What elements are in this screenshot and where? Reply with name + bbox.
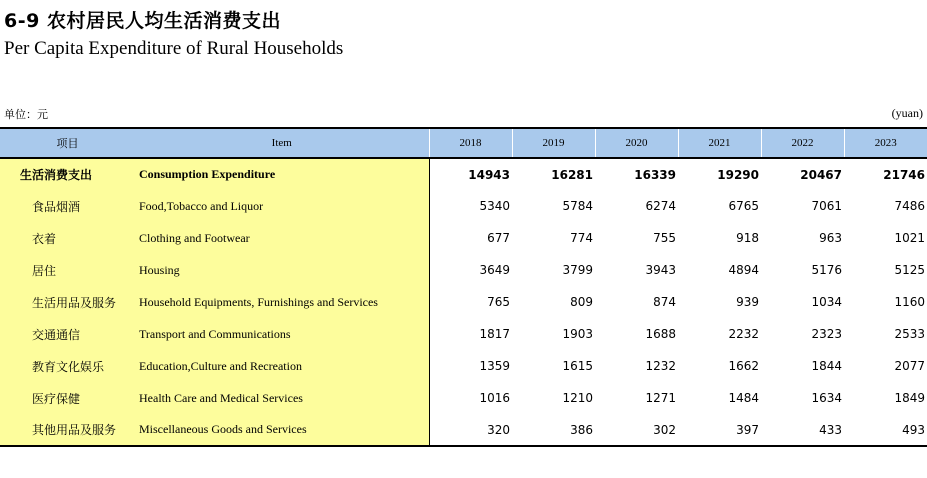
table-row-consumption-total [0, 158, 927, 190]
cell-value-2018: 320 [429, 414, 512, 446]
cell-value-2020: 1688 [645, 327, 676, 341]
cell-value-2022: 2323 [811, 327, 842, 341]
cell-value-2023: 1021 [894, 231, 925, 245]
cell-value-2021: 939 [736, 295, 759, 309]
row-label-english: Consumption Expenditure [135, 158, 429, 190]
cell-value-2020: 874 [653, 295, 676, 309]
cell-value-2020: 3943 [645, 263, 676, 277]
table-row-miscellaneous [0, 414, 927, 446]
row-label-chinese: 交通通信 [0, 318, 135, 350]
cell-value-2019: 1615 [562, 359, 593, 373]
table-row-household-equipment [0, 286, 927, 318]
table-row-education [0, 350, 927, 382]
cell-value-2022: 20467 [800, 167, 842, 182]
cell-value-2018: 3649 [479, 263, 510, 277]
cell-value-2021: 918 [736, 231, 759, 245]
cell-value-2019: 16281 [551, 167, 593, 182]
cell-value-2023: 1160 [894, 295, 925, 309]
header-year-2018: 2018 [429, 128, 512, 158]
cell-value-2023: 21746 [883, 167, 925, 182]
header-item-chinese: 项目 [0, 128, 135, 158]
cell-value-2018: 1359 [479, 359, 510, 373]
cell-value-2018: 14943 [468, 167, 510, 182]
unit-label-chinese: 单位：元 [4, 108, 48, 121]
row-label-english: Food,Tobacco and Liquor [135, 190, 429, 222]
cell-value-2018: 5340 [479, 199, 510, 213]
cell-value-2019: 1903 [562, 327, 593, 341]
table-header [0, 128, 927, 158]
header-year-2021: 2021 [678, 128, 761, 158]
cell-value-2019: 3799 [562, 263, 593, 277]
cell-value-2020: 302 [595, 414, 678, 446]
table-row-transport [0, 318, 927, 350]
table-row-clothing [0, 222, 927, 254]
cell-value-2019: 1210 [562, 391, 593, 405]
header-row [0, 128, 927, 158]
row-label-english: Transport and Communications [135, 318, 429, 350]
row-label-chinese: 教育文化娱乐 [0, 350, 135, 382]
row-label-chinese: 居住 [0, 254, 135, 286]
cell-value-2021: 6765 [728, 199, 759, 213]
expenditure-table [0, 127, 927, 447]
cell-value-2021: 19290 [717, 167, 759, 182]
row-label-english: Health Care and Medical Services [135, 382, 429, 414]
cell-value-2023: 2533 [894, 327, 925, 341]
row-label-chinese: 生活消费支出 [0, 158, 135, 190]
cell-value-2020: 1232 [645, 359, 676, 373]
header-year-2023: 2023 [844, 128, 927, 158]
cell-value-2021: 1484 [728, 391, 759, 405]
cell-value-2022: 433 [761, 414, 844, 446]
cell-value-2023: 2077 [894, 359, 925, 373]
cell-value-2022: 1034 [811, 295, 842, 309]
cell-value-2023: 7486 [894, 199, 925, 213]
unit-label-english: (yuan) [891, 106, 923, 120]
row-label-chinese: 其他用品及服务 [0, 414, 135, 446]
cell-value-2021: 1662 [728, 359, 759, 373]
cell-value-2023: 1849 [894, 391, 925, 405]
cell-value-2020: 755 [653, 231, 676, 245]
cell-value-2018: 1016 [479, 391, 510, 405]
row-label-english: Clothing and Footwear [135, 222, 429, 254]
header-year-2020: 2020 [595, 128, 678, 158]
cell-value-2019: 5784 [562, 199, 593, 213]
table-title-english: Per Capita Expenditure of Rural Households [4, 38, 344, 59]
row-label-english: Miscellaneous Goods and Services [135, 414, 429, 446]
cell-value-2019: 386 [512, 414, 595, 446]
cell-value-2021: 2232 [728, 327, 759, 341]
cell-value-2019: 809 [570, 295, 593, 309]
cell-value-2020: 16339 [634, 167, 676, 182]
cell-value-2018: 1817 [479, 327, 510, 341]
row-label-english: Housing [135, 254, 429, 286]
cell-value-2022: 1634 [811, 391, 842, 405]
cell-value-2021: 397 [678, 414, 761, 446]
cell-value-2019: 774 [570, 231, 593, 245]
row-label-english: Education,Culture and Recreation [135, 350, 429, 382]
cell-value-2020: 6274 [645, 199, 676, 213]
header-year-2022: 2022 [761, 128, 844, 158]
table-row-food [0, 190, 927, 222]
cell-value-2022: 7061 [811, 199, 842, 213]
table-row-health-care [0, 382, 927, 414]
cell-value-2021: 4894 [728, 263, 759, 277]
cell-value-2020: 1271 [645, 391, 676, 405]
cell-value-2018: 677 [487, 231, 510, 245]
table-title-chinese: 6-9 农村居民人均生活消费支出 [4, 10, 281, 32]
row-label-english: Household Equipments, Furnishings and Services [135, 286, 429, 318]
row-label-chinese: 医疗保健 [0, 382, 135, 414]
cell-value-2022: 5176 [811, 263, 842, 277]
row-label-chinese: 食品烟酒 [0, 190, 135, 222]
row-label-chinese: 衣着 [0, 222, 135, 254]
table-body [0, 158, 927, 446]
header-year-2019: 2019 [512, 128, 595, 158]
cell-value-2023: 5125 [894, 263, 925, 277]
table-row-housing [0, 254, 927, 286]
header-item-english: Item [135, 128, 429, 158]
row-label-chinese: 生活用品及服务 [0, 286, 135, 318]
cell-value-2018: 765 [487, 295, 510, 309]
cell-value-2022: 1844 [811, 359, 842, 373]
cell-value-2022: 963 [819, 231, 842, 245]
cell-value-2023: 493 [844, 414, 927, 446]
